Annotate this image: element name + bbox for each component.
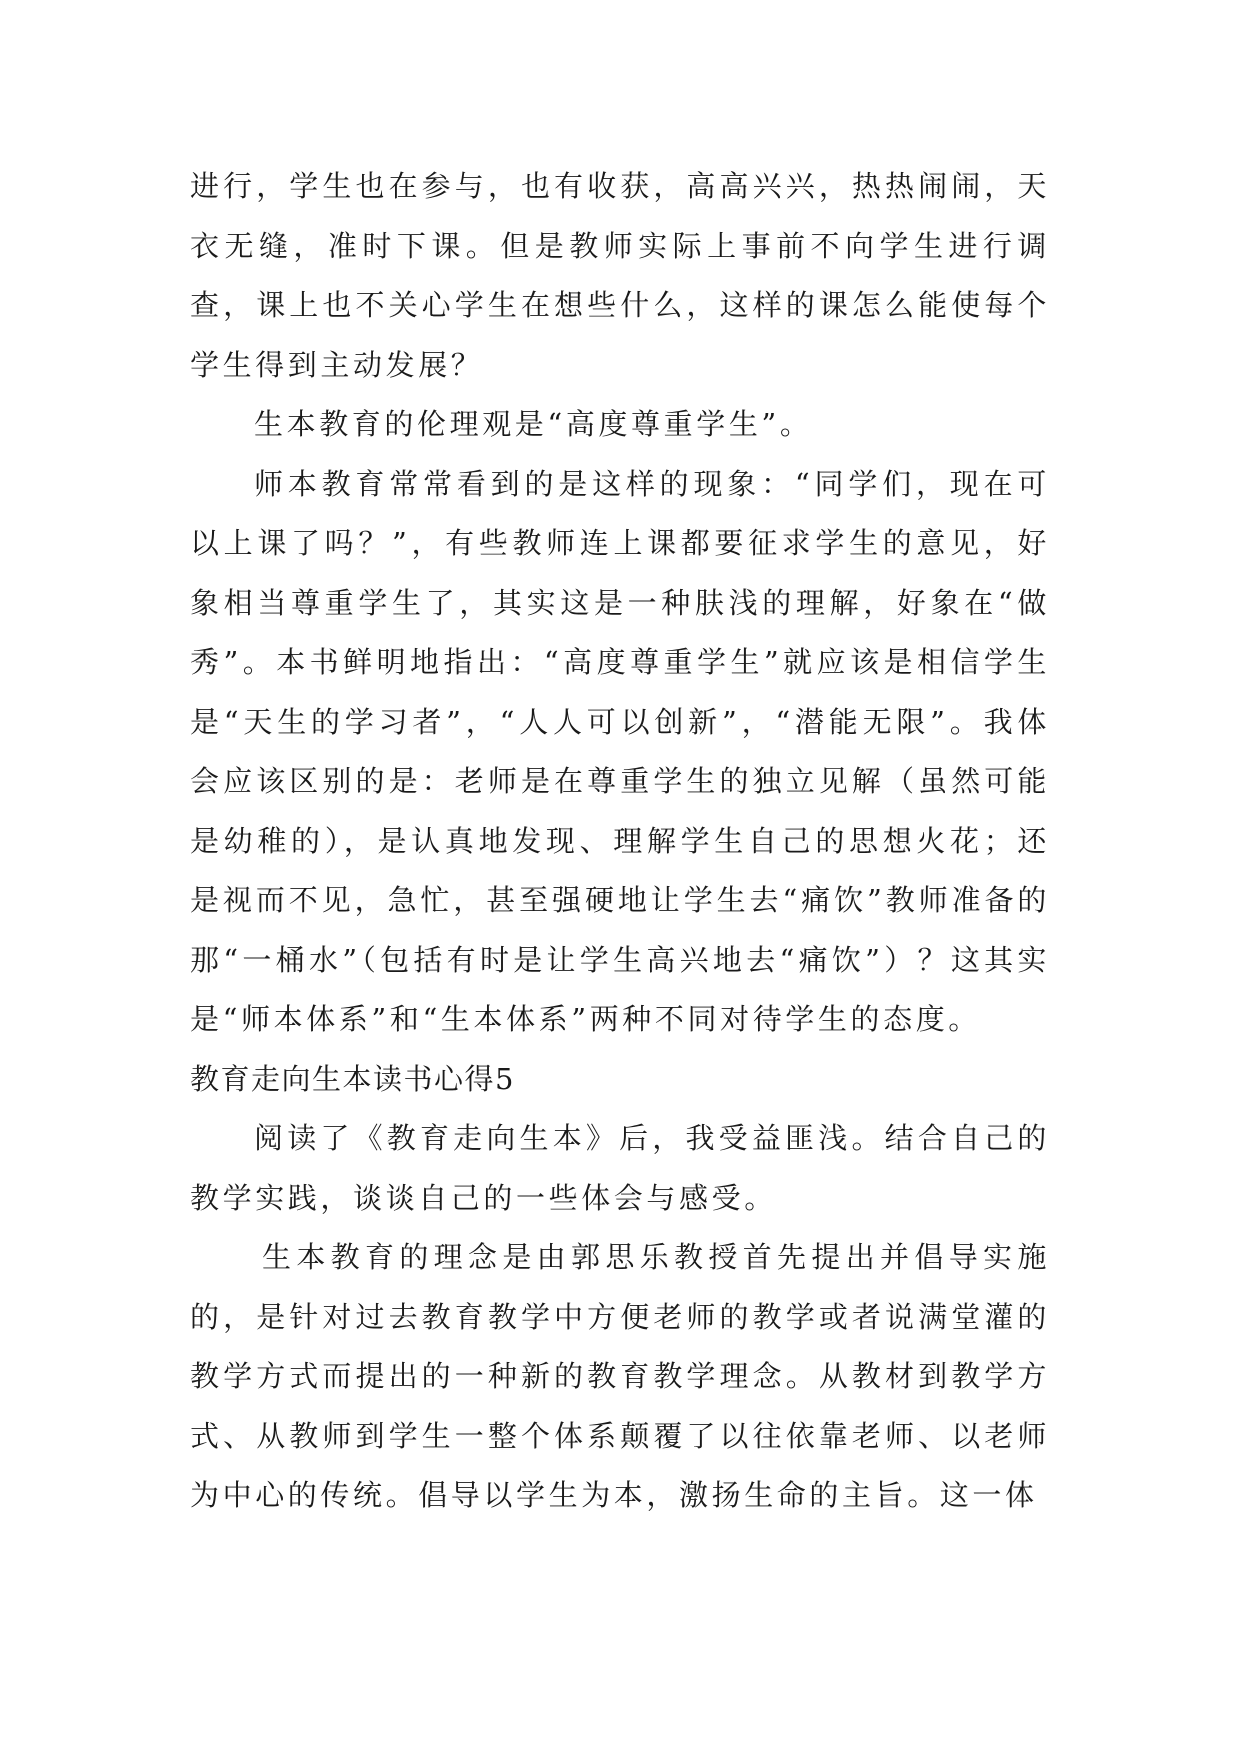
paragraph-ethics-view: 生本教育的伦理观是“高度尊重学生”。 xyxy=(254,407,813,441)
paragraph-continued: 进行，学生也在参与，也有收获，高高兴兴，热热闹闹，天衣无缝，准时下课。但是教师实际上事前不向学生进行调查，课上也不关心学生在想些什么，这样的课怎么能使每个学生得到主动发展？ xyxy=(190,169,1050,382)
section-heading: 教育走向生本读书心得5 xyxy=(190,1061,515,1096)
paragraph-student-based-concept: 生本教育的理念是由郭思乐教授首先提出并倡导实施的，是针对过去教育教学中方便老师的教学或者说满堂灌的教学方式而提出的一种新的教育教学理念。从教材到教学方式、从教师到学生一整个体系颠覆了以往依靠老师、以老师为中心的传统。倡导以学生为本，激扬生命的主旨。这一体 xyxy=(190,1240,1050,1512)
paragraph-teacher-based-education: 师本教育常常看到的是这样的现象：“同学们，现在可以上课了吗？”，有些教师连上课都要征求学生的意见，好象相当尊重学生了，其实这是一种肤浅的理解，好象在“做秀”。本书鲜明地指出：“高度尊重学生”就应该是相信学生是“天生的学习者”，“人人可以创新”，“潜能无限”。我体会应该区别的是：老师是在尊重学生的独立见解（虽然可能是幼稚的），是认真地发现、理解学生自己的思想火花；还是视而不见，急忙，甚至强硬地让学生去“痛饮”教师准备的那“一桶水”（包括有时是让学生高兴地去“痛饮”）？这其实是“师本体系”和“生本体系”两种不同对待学生的态度。 xyxy=(190,466,1050,1036)
document-page xyxy=(190,157,1050,1526)
paragraph-reading-intro: 阅读了《教育走向生本》后，我受益匪浅。结合自己的教学实践，谈谈自己的一些体会与感受。 xyxy=(190,1121,1050,1215)
